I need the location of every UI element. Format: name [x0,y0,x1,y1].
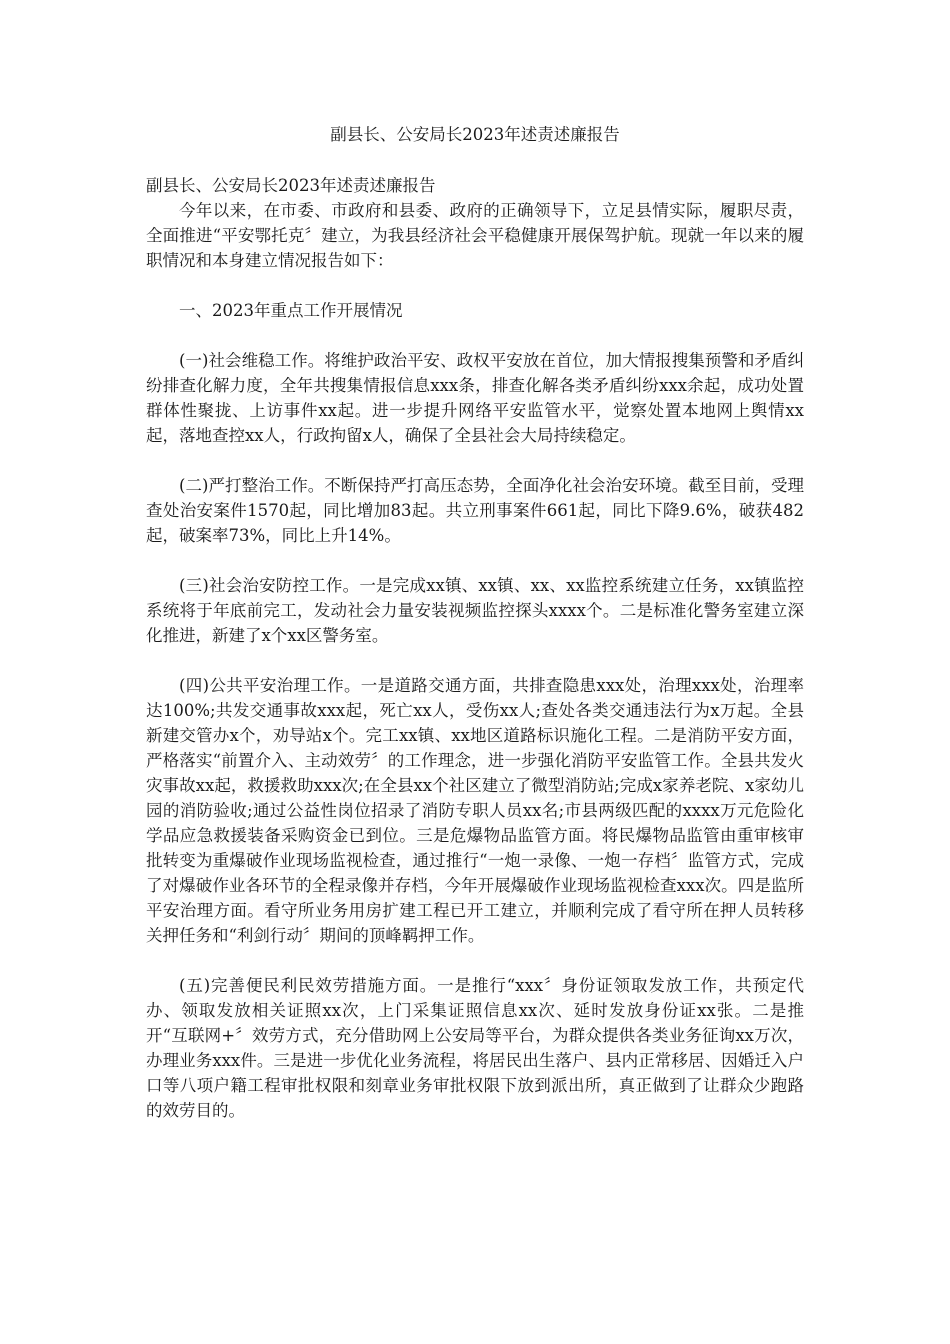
intro-paragraph: 今年以来，在市委、市政府和县委、政府的正确领导下，立足县情实际，履职尽责，全面推进“平安鄂托克〞建立，为我县经济社会平稳健康开展保驾护航。现就一年以来的履职情况和本身建立情况报告如下： [146,201,804,270]
document-body [146,122,804,1123]
document-subtitle: 副县长、公安局长2023年述责述廉报告 [146,176,436,195]
paragraph-public-safety-governance: (四)公共平安治理工作。一是道路交通方面，共排查隐患xxx处，治理xxx处，治理率达100%;共发交通事故xxx起，死亡xx人，受伤xx人;查处各类交通违法行为x万起。全县新建交管办x个，劝导站x个。完工xx镇、xx地区道路标识施化工程。二是消防平安方面，严格落实“前置介入、主动效劳〞的工作理念，进一步强化消防平安监管工作。全县共发火灾事故xx起，救援救助xxx次;在全县xx个社区建立了微型消防站;完成x家养老院、x家幼儿园的消防验收;通过公益性岗位招录了消防专职人员xx名;市县两级匹配的xxxx万元危险化学品应急救援装备采购资金已到位。三是危爆物品监管方面。将民爆物品监管由重审核审批转变为重爆破作业现场监视检查，通过推行“一炮一录像、一炮一存档〞监管方式，完成了对爆破作业各环节的全程录像并存档，今年开展爆破作业现场监视检查xxx次。四是监所平安治理方面。看守所业务用房扩建工程已开工建立，并顺利完成了看守所在押人员转移关押任务和“利剑行动〞期间的顶峰羁押工作。 [146,676,804,945]
paragraph-crackdown: (二)严打整治工作。不断保持严打高压态势，全面净化社会治安环境。截至目前，受理查处治安案件1570起，同比增加83起。共立刑事案件661起，同比下降9.6%，破获482起，破案率73%，同比上升14%。 [146,476,804,545]
paragraph-social-stability: (一)社会维稳工作。将维护政治平安、政权平安放在首位，加大情报搜集预警和矛盾纠纷排查化解力度，全年共搜集情报信息xxx条，排查化解各类矛盾纠纷xxx余起，成功处置群体性聚拢、上访事件xx起。进一步提升网络平安监管水平，觉察处置本地网上舆情xx起，落地查控xx人，行政拘留x人，确保了全县社会大局持续稳定。 [146,351,804,445]
paragraph-convenience-services: (五)完善便民利民效劳措施方面。一是推行“xxx〞身份证领取发放工作，共预定代办、领取发放相关证照xx次，上门采集证照信息xx次、延时发放身份证xx张。二是推开“互联网+〞效劳方式，充分借助网上公安局等平台，为群众提供各类业务征询xx万次，办理业务xxx件。三是进一步优化业务流程，将居民出生落户、县内正常移居、因婚迁入户口等八项户籍工程审批权限和刻章业务审批权限下放到派出所，真正做到了让群众少跑路的效劳目的。 [146,976,804,1120]
document-title: 副县长、公安局长2023年述责述廉报告 [330,125,620,144]
paragraph-public-security-prevention: (三)社会治安防控工作。一是完成xx镇、xx镇、xx、xx监控系统建立任务，xx镇监控系统将于年底前完工，发动社会力量安装视频监控探头xxxx个。二是标准化警务室建立深化推进，新建了x个xx区警务室。 [146,576,804,645]
section-heading: 一、2023年重点工作开展情况 [179,301,403,320]
